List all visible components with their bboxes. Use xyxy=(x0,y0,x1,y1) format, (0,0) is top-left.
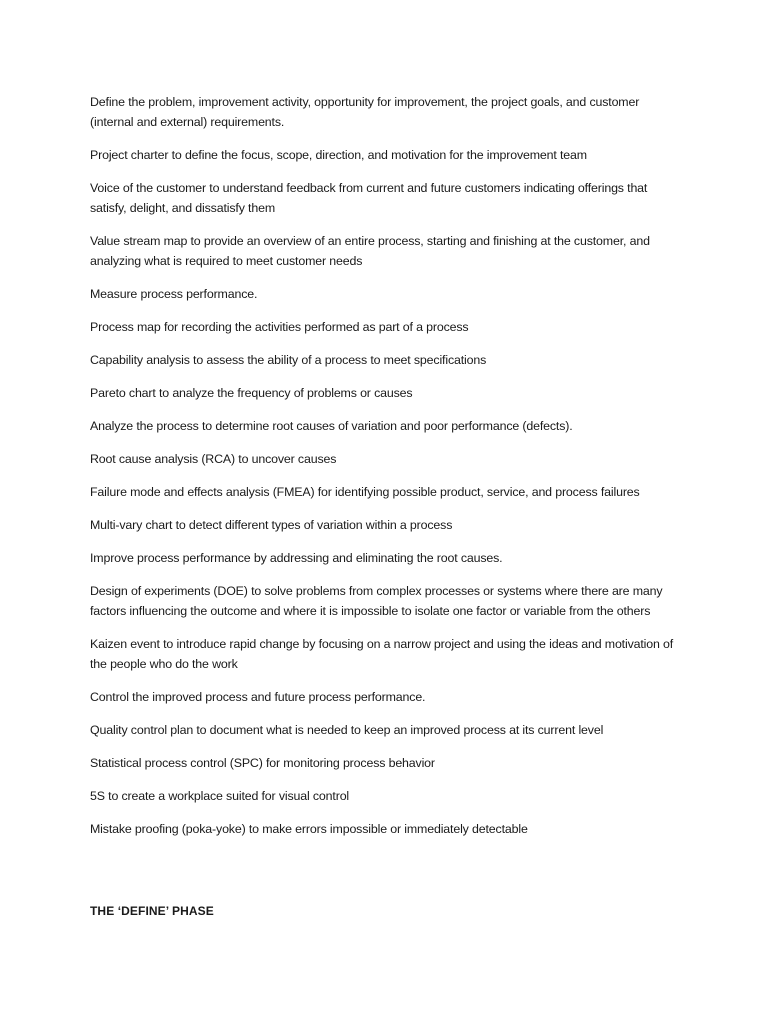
paragraph-quality-control-plan: Quality control plan to document what is needed to keep an improved process at its current level xyxy=(90,723,604,737)
document-body xyxy=(90,92,680,852)
paragraph-value-stream-map: Value stream map to provide an overview of an entire process, starting and finishing at the customer, and analyzing what is required to meet customer needs xyxy=(90,234,650,268)
section-heading: THE ‘DEFINE’ PHASE xyxy=(90,904,214,918)
paragraph-voice-of-customer: Voice of the customer to understand feedback from current and future customers indicating offerings that satisfy, delight, and dissatisfy them xyxy=(90,181,648,215)
paragraph-5s: 5S to create a workplace suited for visual control xyxy=(90,789,350,803)
paragraph-design-of-experiments: Design of experiments (DOE) to solve problems from complex processes or systems where there are many factors influencing the outcome and where it is impossible to isolate one factor or variable from the others xyxy=(90,584,663,618)
paragraph-mistake-proofing: Mistake proofing (poka-yoke) to make errors impossible or immediately detectable xyxy=(90,822,528,836)
paragraph-spc: Statistical process control (SPC) for monitoring process behavior xyxy=(90,756,435,770)
paragraph-define: Define the problem, improvement activity, opportunity for improvement, the project goals, and customer (internal and external) requirements. xyxy=(90,95,640,129)
paragraph-fmea: Failure mode and effects analysis (FMEA) for identifying possible product, service, and process failures xyxy=(90,485,640,499)
paragraph-multi-vary-chart: Multi-vary chart to detect different types of variation within a process xyxy=(90,518,453,532)
paragraph-pareto-chart: Pareto chart to analyze the frequency of problems or causes xyxy=(90,386,413,400)
paragraph-root-cause-analysis: Root cause analysis (RCA) to uncover causes xyxy=(90,452,337,466)
paragraph-analyze: Analyze the process to determine root causes of variation and poor performance (defects). xyxy=(90,419,573,433)
paragraph-capability-analysis: Capability analysis to assess the ability of a process to meet specifications xyxy=(90,353,487,367)
paragraph-control: Control the improved process and future process performance. xyxy=(90,690,426,704)
paragraph-process-map: Process map for recording the activities performed as part of a process xyxy=(90,320,469,334)
paragraph-kaizen-event: Kaizen event to introduce rapid change by focusing on a narrow project and using the ideas and motivation of the people who do the work xyxy=(90,637,674,671)
paragraph-project-charter: Project charter to define the focus, scope, direction, and motivation for the improvement team xyxy=(90,148,587,162)
paragraph-improve: Improve process performance by addressing and eliminating the root causes. xyxy=(90,551,503,565)
paragraph-measure: Measure process performance. xyxy=(90,287,258,301)
